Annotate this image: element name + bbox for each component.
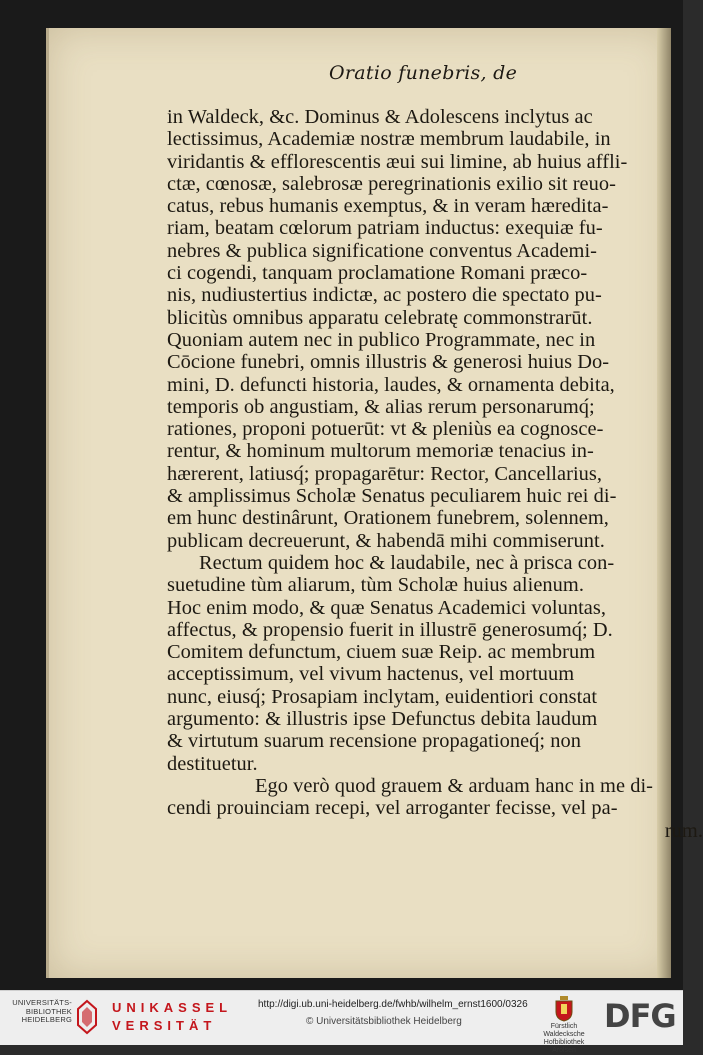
text-line: affectus, & propensio fuerit in illustrē generosumq́; D.: [167, 618, 613, 641]
footer-bar: [0, 990, 683, 1054]
text-line: Comitem defunctum, ciuem suæ Reip. ac membrum: [167, 641, 596, 664]
text-line: ctæ, cœnosæ, salebrosæ peregrinationis exilio sit reuo-: [167, 172, 616, 195]
text-line: mini, D. defuncti historia, laudes, & ornamenta debita,: [167, 373, 615, 396]
body-text: [167, 106, 703, 842]
text-line: em hunc destinârunt, Orationem funebrem, solennem,: [167, 507, 609, 530]
text-line: viridantis & efflorescentis æui sui limine, ab huius affli-: [167, 150, 628, 173]
text-line: Hoc enim modo, & quæ Senatus Academici voluntas,: [167, 596, 607, 619]
arolsen-library-label: [534, 1023, 594, 1055]
book-page: [46, 28, 703, 978]
ub-logo-line: BIBLIOTHEK: [25, 1006, 72, 1016]
waldeck-crest-icon: [554, 996, 574, 1022]
ub-logo-line: UNIVERSITÄTS-: [12, 998, 72, 1007]
text-line: & virtutum suarum recensione propagationeq́; non: [167, 730, 582, 753]
text-line: riam, beatam cœlorum patriam inductus: exequiæ fu-: [167, 217, 603, 240]
text-line: in Waldeck, &c. Dominus & Adolescens inclytus ac: [167, 106, 593, 128]
permalink-url[interactable]: http://digi.ub.uni-heidelberg.de/fwhb/wilhelm_ernst1600/0326: [258, 999, 528, 1010]
ub-heidelberg-seal-icon[interactable]: [76, 999, 98, 1035]
text-line: nunc, eiusq́; Prosapiam inclytam, euidentiori constat: [167, 685, 598, 708]
text-line: cendi prouinciam recepi, vel arroganter fecisse, vel pa-: [167, 797, 618, 820]
arolsen-line: Hofbibliothek Arolsen: [543, 1039, 585, 1054]
text-line: catus, rebus humanis exemptus, & in veram hæredita-: [167, 195, 609, 218]
text-line: Cōcione funebri, omnis illustris & generosi huius Do-: [167, 351, 610, 374]
text-line: rentur, & hominum multorum memoriæ tenacius in-: [167, 440, 594, 463]
ub-heidelberg-logo-text[interactable]: [8, 999, 72, 1025]
text-line: argumento: & illustris ipse Defunctus debita laudum: [167, 708, 598, 731]
text-line: nebres & publica significatione conventus Academi-: [167, 239, 598, 262]
running-head: Oratio funebris, de: [329, 62, 518, 84]
dfg-logo[interactable]: DFG: [604, 997, 676, 1035]
kassel-line: VERSITÄT: [112, 1018, 217, 1033]
ub-logo-line: HEIDELBERG: [21, 1015, 72, 1024]
text-line: suetudine tùm aliarum, tùm Scholæ huius alienum.: [167, 574, 584, 597]
text-line: Rectum quidem hoc & laudabile, nec à prisca con-: [199, 551, 615, 574]
copyright-notice: © Universitätsbibliothek Heidelberg: [306, 1016, 462, 1027]
text-line: temporis ob angustiam, & alias rerum personarumq́;: [167, 395, 595, 418]
text-line: & amplissimus Scholæ Senatus peculiarem huic rei di-: [167, 485, 617, 508]
text-line: Ego verò quod grauem & arduam hanc in me di-: [255, 774, 653, 797]
text-line: Quoniam autem nec in publico Programmate, nec in: [167, 328, 596, 351]
uni-kassel-logo[interactable]: [112, 999, 232, 1035]
text-line: destituetur.: [167, 752, 258, 775]
text-line: rum.: [664, 819, 703, 842]
arolsen-line: Fürstlich Waldecksche: [543, 1023, 585, 1038]
text-line: nis, nudiustertius indictæ, ac postero die spectato pu-: [167, 284, 602, 307]
text-line: lectissimus, Academiæ nostræ membrum laudabile, in: [167, 128, 611, 151]
text-line: acceptissimum, vel vivum hactenus, vel mortuum: [167, 663, 575, 686]
kassel-line: UNIKASSEL: [112, 1000, 233, 1015]
text-line: blicitùs omnibus apparatu celebratę commonstrarūt.: [167, 306, 593, 329]
text-line: publicam decreuerunt, & habendā mihi commiserunt.: [167, 529, 605, 552]
text-line: rationes, proponi potuerūt: vt & pleniùs ea cognosce-: [167, 418, 604, 441]
text-line: hærerent, latiusq́; propagarētur: Rector, Cancellarius,: [167, 462, 603, 485]
text-line: ci cogendi, tanquam proclamatione Romani præco-: [167, 262, 588, 285]
